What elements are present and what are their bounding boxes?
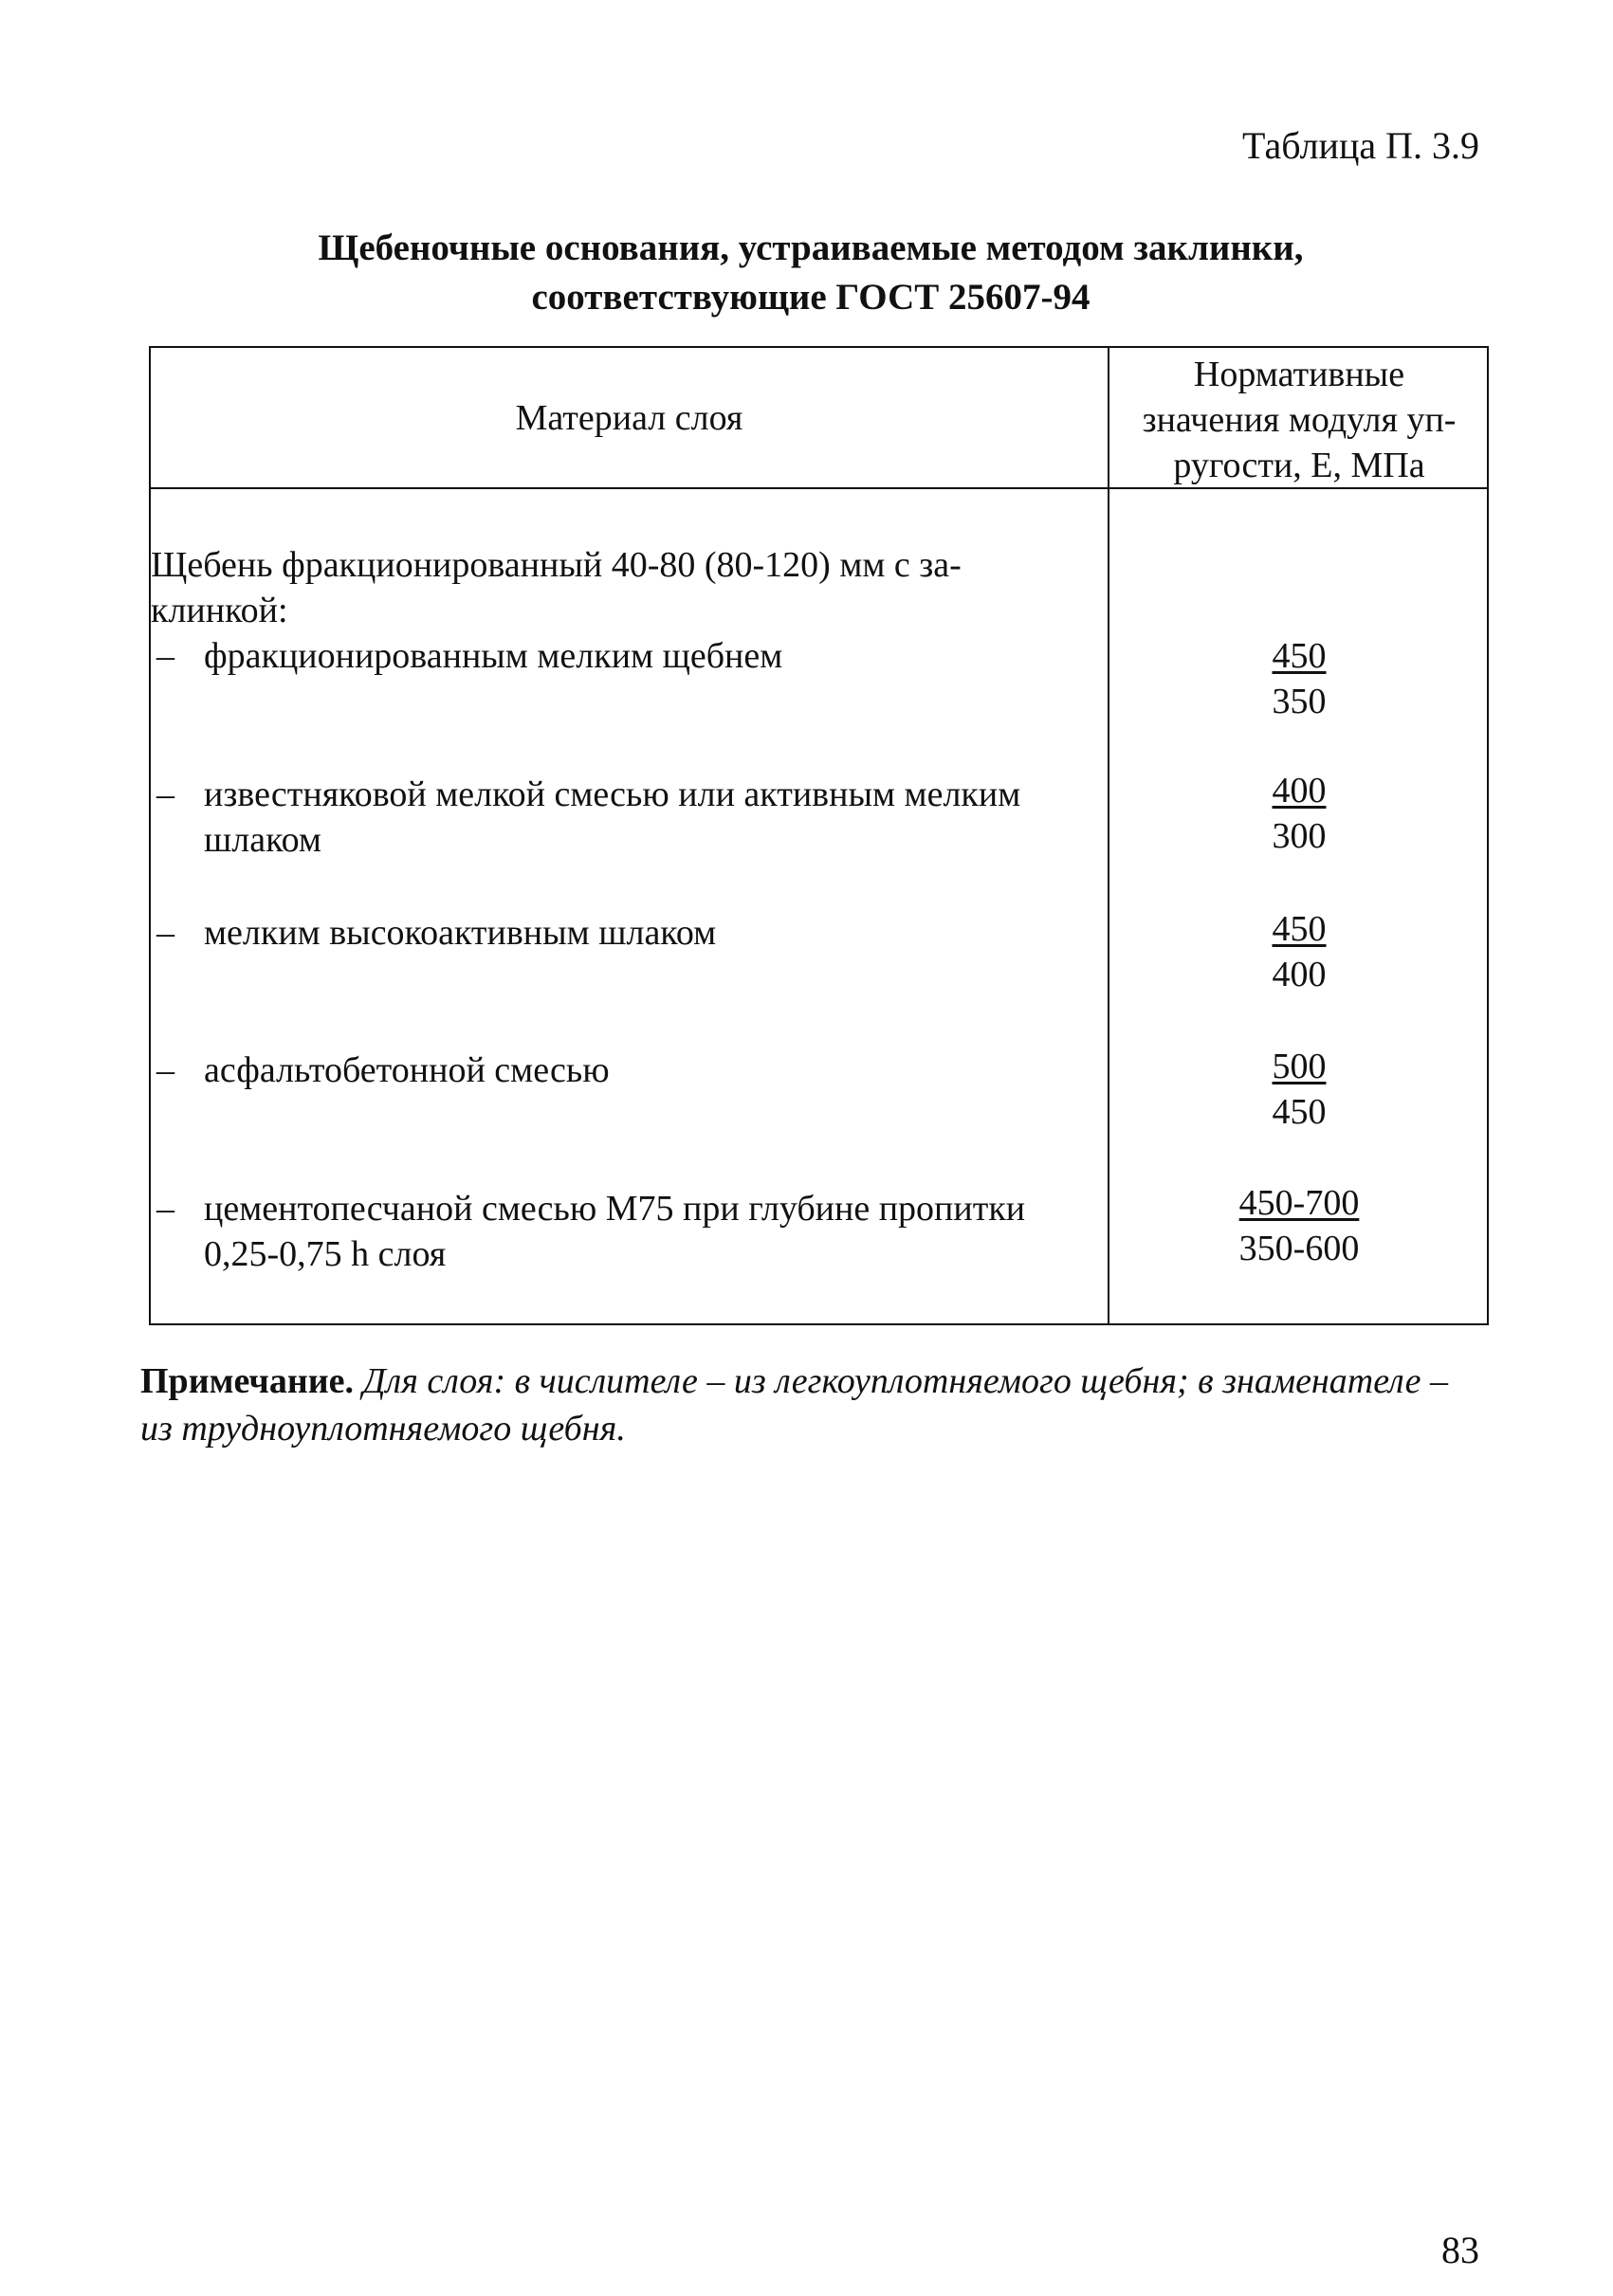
table-row-modulus — [1109, 768, 1489, 859]
modulus-denominator: 400 — [1272, 955, 1327, 994]
table-row-modulus — [1109, 906, 1489, 997]
material-line-1: известняковой мелкой смесью или активным мелким — [204, 774, 1021, 814]
modulus-numerator: 450-700 — [1238, 1183, 1360, 1223]
page-number: 83 — [1441, 2229, 1479, 2271]
modulus-numerator: 400 — [1272, 771, 1327, 811]
material-intro-line-2: клинкой: — [151, 591, 288, 630]
table-row-modulus — [1109, 633, 1489, 724]
material-line-1: асфальтобетонной смесью — [204, 1050, 610, 1090]
table-row-material — [151, 772, 1090, 863]
modulus-denominator: 450 — [1272, 1092, 1327, 1132]
table-title — [147, 224, 1475, 322]
table-row-material — [151, 1186, 1090, 1277]
material-line-1: цементопесчаной смесью М75 при глубине пропитки — [204, 1189, 1026, 1229]
title-line-2: соответствующие ГОСТ 25607-94 — [531, 277, 1091, 318]
material-intro — [151, 542, 1061, 633]
table-note — [140, 1358, 1487, 1452]
modulus-table — [149, 346, 1489, 1325]
column-header-modulus-line-3: ругости, Е, МПа — [1173, 446, 1425, 485]
material-intro-line-1: Щебень фракционированный 40-80 (80-120) мм с за- — [151, 545, 962, 585]
title-line-1: Щебеночные основания, устраиваемые методом заклинки, — [318, 228, 1304, 268]
modulus-numerator: 500 — [1272, 1047, 1327, 1086]
modulus-numerator: 450 — [1272, 909, 1327, 949]
note-label: Примечание. — [140, 1361, 354, 1401]
modulus-numerator: 450 — [1272, 636, 1327, 676]
modulus-denominator: 350-600 — [1238, 1229, 1360, 1268]
list-dash: – — [156, 774, 174, 814]
list-dash: – — [156, 913, 174, 953]
table-row-modulus — [1109, 1044, 1489, 1135]
material-line-2: шлаком — [204, 820, 321, 860]
table-row-modulus — [1109, 1180, 1489, 1271]
column-header-modulus — [1109, 352, 1489, 488]
column-header-modulus-line-2: значения модуля уп- — [1142, 400, 1457, 440]
table-row-material — [151, 633, 1090, 679]
column-header-modulus-line-1: Нормативные — [1193, 355, 1405, 394]
list-dash: – — [156, 636, 174, 676]
list-dash: – — [156, 1050, 174, 1090]
modulus-denominator: 350 — [1272, 682, 1327, 721]
modulus-denominator: 300 — [1272, 816, 1327, 856]
column-header-material: Материал слоя — [515, 397, 743, 438]
table-label: Таблица П. 3.9 — [1242, 124, 1479, 167]
material-line-1: мелким высокоактивным шлаком — [204, 913, 717, 953]
table-row-material — [151, 910, 1090, 956]
material-line-2: 0,25-0,75 h слоя — [204, 1234, 447, 1274]
list-dash: – — [156, 1189, 174, 1229]
material-line-1: фракционированным мелким щебнем — [204, 636, 783, 676]
note-text: Для слоя: в числителе – из легкоуплотняемого щебня; в знаменателе – из трудноуплотняемого щебня. — [140, 1361, 1449, 1449]
table-row-material — [151, 1048, 1090, 1093]
